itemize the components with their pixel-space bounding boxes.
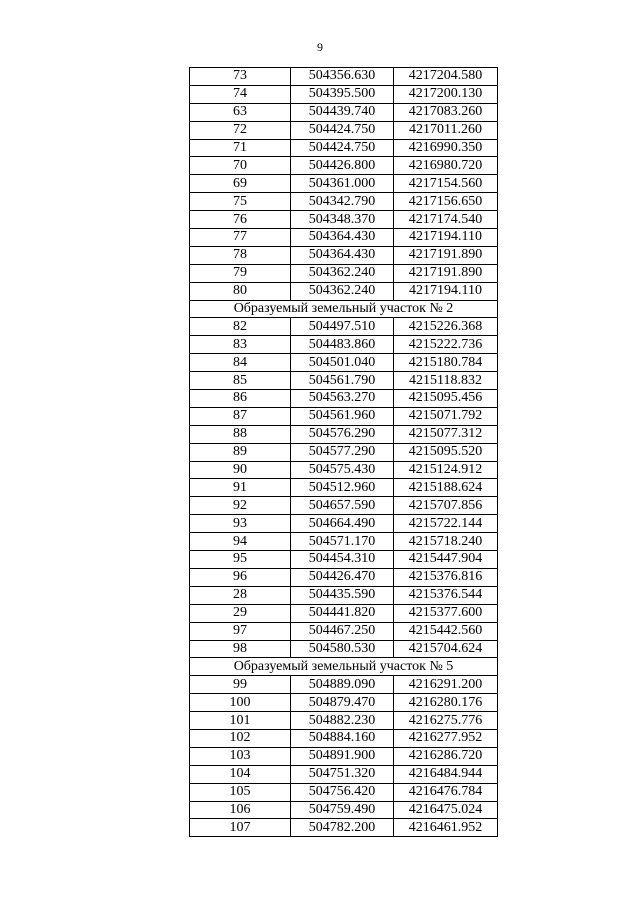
table-row	[190, 193, 498, 211]
page-number: 9	[317, 40, 323, 54]
coordinates-table-body	[190, 68, 498, 837]
table-row	[190, 622, 498, 640]
y-coordinate-cell: 4215077.312	[394, 425, 498, 443]
y-coordinate-cell: 4217200.130	[394, 85, 498, 103]
x-coordinate-cell: 504563.270	[291, 390, 394, 408]
x-coordinate-cell: 504454.310	[291, 551, 394, 569]
table-row	[190, 640, 498, 658]
x-coordinate-cell: 504884.160	[291, 729, 394, 747]
table-row	[190, 819, 498, 837]
table-row	[190, 747, 498, 765]
point-number-cell: 89	[190, 443, 291, 461]
table-row	[190, 461, 498, 479]
x-coordinate-cell: 504435.590	[291, 586, 394, 604]
y-coordinate-cell: 4216476.784	[394, 783, 498, 801]
table-row	[190, 175, 498, 193]
table-row	[190, 246, 498, 264]
x-coordinate-cell: 504879.470	[291, 694, 394, 712]
table-row	[190, 229, 498, 247]
y-coordinate-cell: 4216475.024	[394, 801, 498, 819]
table-row	[190, 586, 498, 604]
table-row	[190, 390, 498, 408]
y-coordinate-cell: 4215377.600	[394, 604, 498, 622]
x-coordinate-cell: 504782.200	[291, 819, 394, 837]
section-header-label: Образуемый земельный участок № 2	[190, 300, 498, 318]
y-coordinate-cell: 4215442.560	[394, 622, 498, 640]
table-row	[190, 676, 498, 694]
table-row	[190, 694, 498, 712]
point-number-cell: 95	[190, 551, 291, 569]
y-coordinate-cell: 4216280.176	[394, 694, 498, 712]
y-coordinate-cell: 4215376.816	[394, 568, 498, 586]
x-coordinate-cell: 504891.900	[291, 747, 394, 765]
table-row	[190, 729, 498, 747]
point-number-cell: 96	[190, 568, 291, 586]
point-number-cell: 77	[190, 229, 291, 247]
point-number-cell: 80	[190, 282, 291, 300]
x-coordinate-cell: 504882.230	[291, 712, 394, 730]
x-coordinate-cell: 504561.960	[291, 407, 394, 425]
table-row	[190, 551, 498, 569]
point-number-cell: 90	[190, 461, 291, 479]
point-number-cell: 105	[190, 783, 291, 801]
point-number-cell: 101	[190, 712, 291, 730]
x-coordinate-cell: 504576.290	[291, 425, 394, 443]
x-coordinate-cell: 504395.500	[291, 85, 394, 103]
section-header-label: Образуемый земельный участок № 5	[190, 658, 498, 676]
section-header-row	[190, 300, 498, 318]
x-coordinate-cell: 504439.740	[291, 103, 394, 121]
point-number-cell: 63	[190, 103, 291, 121]
point-number-cell: 79	[190, 264, 291, 282]
y-coordinate-cell: 4215124.912	[394, 461, 498, 479]
y-coordinate-cell: 4215222.736	[394, 336, 498, 354]
x-coordinate-cell: 504577.290	[291, 443, 394, 461]
x-coordinate-cell: 504571.170	[291, 533, 394, 551]
table-row	[190, 712, 498, 730]
y-coordinate-cell: 4217156.650	[394, 193, 498, 211]
x-coordinate-cell: 504889.090	[291, 676, 394, 694]
point-number-cell: 28	[190, 586, 291, 604]
y-coordinate-cell: 4216461.952	[394, 819, 498, 837]
table-row	[190, 443, 498, 461]
x-coordinate-cell: 504756.420	[291, 783, 394, 801]
point-number-cell: 97	[190, 622, 291, 640]
x-coordinate-cell: 504497.510	[291, 318, 394, 336]
x-coordinate-cell: 504512.960	[291, 479, 394, 497]
x-coordinate-cell: 504759.490	[291, 801, 394, 819]
point-number-cell: 86	[190, 390, 291, 408]
table-row	[190, 604, 498, 622]
y-coordinate-cell: 4217204.580	[394, 68, 498, 86]
point-number-cell: 92	[190, 497, 291, 515]
x-coordinate-cell: 504426.800	[291, 157, 394, 175]
table-row	[190, 568, 498, 586]
y-coordinate-cell: 4215707.856	[394, 497, 498, 515]
y-coordinate-cell: 4215718.240	[394, 533, 498, 551]
table-row	[190, 354, 498, 372]
table-row	[190, 336, 498, 354]
x-coordinate-cell: 504751.320	[291, 765, 394, 783]
x-coordinate-cell: 504483.860	[291, 336, 394, 354]
table-row	[190, 157, 498, 175]
point-number-cell: 102	[190, 729, 291, 747]
point-number-cell: 87	[190, 407, 291, 425]
point-number-cell: 71	[190, 139, 291, 157]
point-number-cell: 106	[190, 801, 291, 819]
y-coordinate-cell: 4217191.890	[394, 264, 498, 282]
x-coordinate-cell: 504342.790	[291, 193, 394, 211]
x-coordinate-cell: 504575.430	[291, 461, 394, 479]
y-coordinate-cell: 4217194.110	[394, 282, 498, 300]
table-row	[190, 783, 498, 801]
point-number-cell: 84	[190, 354, 291, 372]
table-row	[190, 479, 498, 497]
point-number-cell: 94	[190, 533, 291, 551]
table-row	[190, 139, 498, 157]
y-coordinate-cell: 4215376.544	[394, 586, 498, 604]
point-number-cell: 85	[190, 372, 291, 390]
y-coordinate-cell: 4215180.784	[394, 354, 498, 372]
y-coordinate-cell: 4216277.952	[394, 729, 498, 747]
table-row	[190, 318, 498, 336]
x-coordinate-cell: 504364.430	[291, 246, 394, 264]
table-row	[190, 497, 498, 515]
table-row	[190, 765, 498, 783]
x-coordinate-cell: 504561.790	[291, 372, 394, 390]
y-coordinate-cell: 4215118.832	[394, 372, 498, 390]
x-coordinate-cell: 504361.000	[291, 175, 394, 193]
y-coordinate-cell: 4216291.200	[394, 676, 498, 694]
y-coordinate-cell: 4215095.520	[394, 443, 498, 461]
point-number-cell: 91	[190, 479, 291, 497]
point-number-cell: 93	[190, 515, 291, 533]
table-row	[190, 211, 498, 229]
coordinates-table	[189, 67, 498, 837]
point-number-cell: 69	[190, 175, 291, 193]
point-number-cell: 74	[190, 85, 291, 103]
y-coordinate-cell: 4217011.260	[394, 121, 498, 139]
x-coordinate-cell: 504426.470	[291, 568, 394, 586]
y-coordinate-cell: 4215188.624	[394, 479, 498, 497]
table-row	[190, 68, 498, 86]
x-coordinate-cell: 504362.240	[291, 264, 394, 282]
y-coordinate-cell: 4215722.144	[394, 515, 498, 533]
point-number-cell: 107	[190, 819, 291, 837]
y-coordinate-cell: 4216286.720	[394, 747, 498, 765]
x-coordinate-cell: 504356.630	[291, 68, 394, 86]
x-coordinate-cell: 504348.370	[291, 211, 394, 229]
point-number-cell: 70	[190, 157, 291, 175]
x-coordinate-cell: 504501.040	[291, 354, 394, 372]
point-number-cell: 88	[190, 425, 291, 443]
x-coordinate-cell: 504467.250	[291, 622, 394, 640]
x-coordinate-cell: 504441.820	[291, 604, 394, 622]
point-number-cell: 73	[190, 68, 291, 86]
point-number-cell: 75	[190, 193, 291, 211]
x-coordinate-cell: 504424.750	[291, 139, 394, 157]
x-coordinate-cell: 504657.590	[291, 497, 394, 515]
point-number-cell: 78	[190, 246, 291, 264]
table-row	[190, 515, 498, 533]
y-coordinate-cell: 4216980.720	[394, 157, 498, 175]
y-coordinate-cell: 4216484.944	[394, 765, 498, 783]
section-header-row	[190, 658, 498, 676]
x-coordinate-cell: 504580.530	[291, 640, 394, 658]
y-coordinate-cell: 4217083.260	[394, 103, 498, 121]
table-row	[190, 85, 498, 103]
y-coordinate-cell: 4215095.456	[394, 390, 498, 408]
point-number-cell: 83	[190, 336, 291, 354]
point-number-cell: 72	[190, 121, 291, 139]
y-coordinate-cell: 4217194.110	[394, 229, 498, 247]
point-number-cell: 103	[190, 747, 291, 765]
table-row	[190, 533, 498, 551]
table-row	[190, 282, 498, 300]
y-coordinate-cell: 4215447.904	[394, 551, 498, 569]
x-coordinate-cell: 504424.750	[291, 121, 394, 139]
x-coordinate-cell: 504364.430	[291, 229, 394, 247]
point-number-cell: 104	[190, 765, 291, 783]
table-row	[190, 372, 498, 390]
table-row	[190, 121, 498, 139]
y-coordinate-cell: 4217154.560	[394, 175, 498, 193]
y-coordinate-cell: 4216990.350	[394, 139, 498, 157]
point-number-cell: 82	[190, 318, 291, 336]
point-number-cell: 29	[190, 604, 291, 622]
point-number-cell: 98	[190, 640, 291, 658]
y-coordinate-cell: 4215226.368	[394, 318, 498, 336]
table-row	[190, 801, 498, 819]
y-coordinate-cell: 4217174.540	[394, 211, 498, 229]
y-coordinate-cell: 4215071.792	[394, 407, 498, 425]
point-number-cell: 100	[190, 694, 291, 712]
table-row	[190, 425, 498, 443]
y-coordinate-cell: 4215704.624	[394, 640, 498, 658]
y-coordinate-cell: 4217191.890	[394, 246, 498, 264]
y-coordinate-cell: 4216275.776	[394, 712, 498, 730]
point-number-cell: 99	[190, 676, 291, 694]
point-number-cell: 76	[190, 211, 291, 229]
table-row	[190, 103, 498, 121]
x-coordinate-cell: 504664.490	[291, 515, 394, 533]
table-row	[190, 264, 498, 282]
x-coordinate-cell: 504362.240	[291, 282, 394, 300]
table-row	[190, 407, 498, 425]
